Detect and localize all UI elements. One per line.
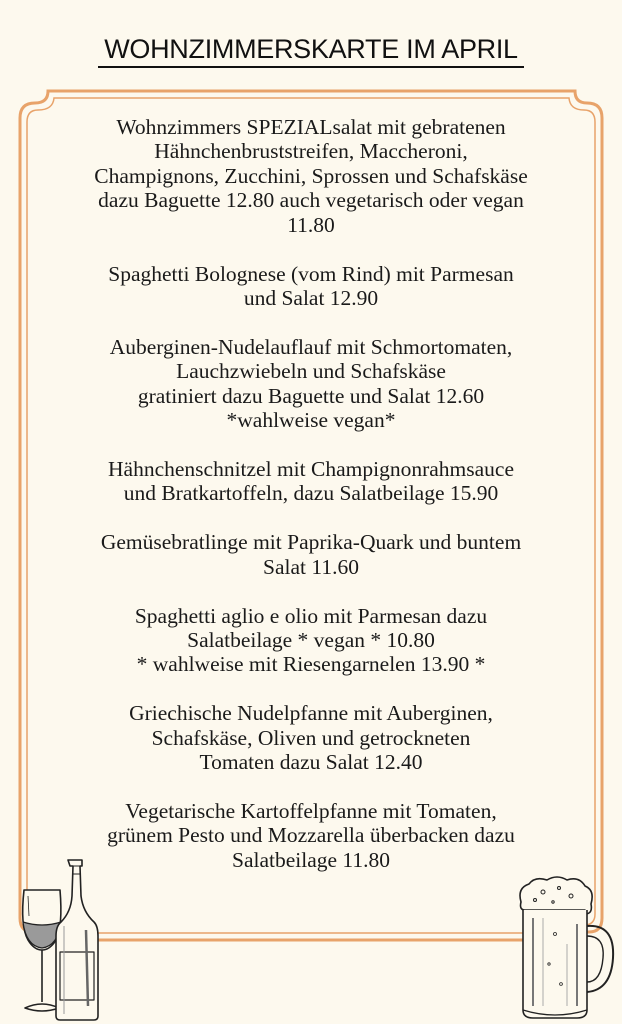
wine-bottle-and-glass-icon (16, 856, 102, 1022)
menu-item (55, 457, 567, 506)
menu-item-line: und Salat 12.90 (243, 285, 379, 310)
menu-item-line: dazu Baguette 12.80 auch vegetarisch oder vegan (98, 188, 524, 213)
menu-item-line: Vegetarische Kartoffelpfanne mit Tomaten, (125, 799, 497, 824)
menu-item-line: * wahlweise mit Riesengarnelen 13.90 * (136, 652, 486, 677)
menu-list (55, 115, 567, 897)
menu-item-line: Auberginen-Nudelauflauf mit Schmortomaten, (109, 334, 513, 359)
menu-item-line: Lauchzwiebeln und Schafskäse (176, 359, 446, 384)
menu-item-line: *wahlweise vegan* (226, 408, 396, 433)
menu-item (55, 530, 567, 579)
menu-item (55, 335, 567, 433)
menu-item-line: Salat 11.60 (263, 554, 359, 579)
beer-mug-icon (513, 874, 618, 1022)
menu-item-line: Griechische Nudelpfanne mit Auberginen, (129, 701, 493, 726)
menu-item-line: Hähnchenbruststreifen, Maccheroni, (154, 139, 468, 164)
menu-item (55, 799, 567, 872)
menu-item-line: gratiniert dazu Baguette und Salat 12.60 (137, 383, 485, 408)
menu-item (55, 701, 567, 774)
menu-item-line: Tomaten dazu Salat 12.40 (199, 750, 423, 775)
menu-item-line: Salatbeilage * vegan * 10.80 (187, 628, 435, 652)
menu-item-line: Spaghetti Bolognese (vom Rind) mit Parmesan (108, 261, 514, 286)
menu-item-line: Wohnzimmers SPEZIALsalat mit gebratenen (116, 115, 506, 139)
menu-item-line: Champignons, Zucchini, Sprossen und Schafskäse (94, 163, 528, 188)
menu-item (55, 115, 567, 237)
menu-item-line: Spaghetti aglio e olio mit Parmesan dazu (134, 603, 488, 628)
menu-title-text: WOHNZIMMERSKARTE IM APRIL (98, 33, 524, 68)
menu-item-line: Salatbeilage 11.80 (231, 847, 391, 872)
menu-item-line: Gemüsebratlinge mit Paprika-Quark und buntem (100, 530, 522, 555)
menu-item-line: grünem Pesto und Mozzarella überbacken dazu (107, 823, 515, 848)
menu-item-line: 11.80 (287, 212, 335, 237)
menu-item-line: Hähnchenschnitzel mit Champignonrahmsauce (108, 456, 514, 481)
menu-item-line: und Bratkartoffeln, dazu Salatbeilage 15.90 (123, 481, 499, 506)
menu-item (55, 604, 567, 677)
menu-item-line: Schafskäse, Oliven und getrockneten (151, 725, 471, 750)
menu-item (55, 262, 567, 311)
